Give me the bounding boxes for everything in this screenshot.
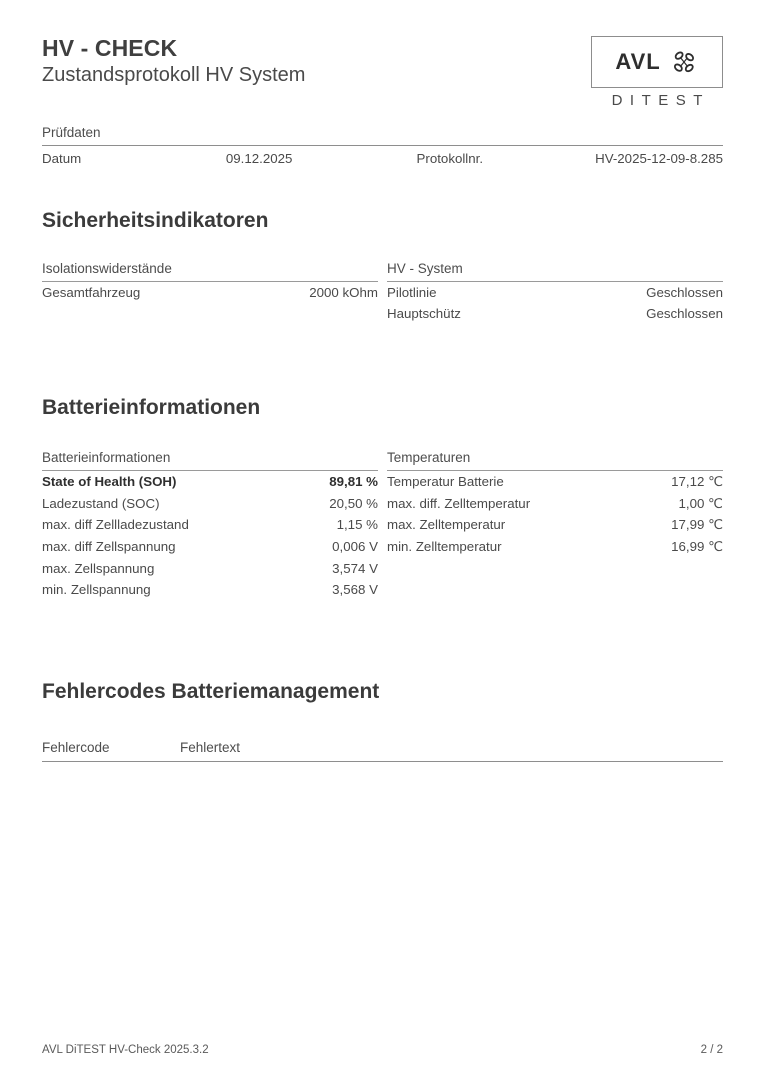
fehlercodes-table [42, 740, 723, 761]
logo-subtitle: DITEST [611, 92, 710, 109]
row-label: Gesamtfahrzeug [42, 284, 141, 300]
pruefdaten-table [42, 146, 723, 170]
battery-values-table [42, 471, 378, 601]
row-value: Geschlossen [646, 284, 723, 300]
logo-wordmark: AVL [615, 49, 661, 74]
table-header-row [42, 740, 723, 761]
protokollnr-value: HV-2025-12-09-8.285 [595, 151, 723, 166]
temperatures-label: Temperaturen [387, 450, 471, 466]
row-value: Geschlossen [646, 306, 723, 322]
isolationswiderstaende-block [42, 261, 378, 325]
temperatures-table-body [387, 471, 723, 557]
page-title: HV - CHECK [42, 35, 178, 61]
fehlercodes-block [42, 740, 723, 762]
datum-label: Datum [42, 151, 82, 166]
row-value: 20,50 % [329, 495, 378, 511]
row-label: Ladezustand (SOC) [42, 495, 160, 511]
battery-values-block [42, 450, 378, 601]
row-label: max. Zelltemperatur [387, 517, 506, 533]
fehlercodes-heading: Fehlercodes Batteriemanagement [42, 679, 380, 703]
row-value: 2000 kOhm [309, 284, 378, 300]
logo-box [591, 36, 723, 88]
table-row [387, 514, 723, 536]
fehlercodes-section [42, 679, 723, 762]
hv-system-table [387, 282, 723, 325]
protokollnr-label: Protokollnr. [416, 151, 484, 166]
table-row [42, 514, 378, 536]
fehlercodes-rule [42, 761, 723, 762]
row-label: max. diff Zellladezustand [42, 517, 189, 533]
page-footer [42, 1044, 723, 1056]
page-subtitle: Zustandsprotokoll HV System [42, 64, 306, 87]
table-row [42, 493, 378, 515]
footer-page-number: 2 / 2 [700, 1044, 723, 1056]
avl-ditest-logo [591, 36, 723, 110]
fehlercodes-table-head [42, 740, 723, 761]
table-row [387, 471, 723, 493]
row-value: 0,006 V [332, 539, 378, 555]
table-row [42, 579, 378, 601]
footer-product-version: AVL DiTEST HV-Check 2025.3.2 [42, 1044, 209, 1056]
row-label: State of Health (SOH) [42, 474, 177, 490]
table-row [42, 558, 378, 580]
isolationswiderstaende-label: Isolationswiderstände [42, 260, 172, 276]
row-label: max. diff. Zelltemperatur [387, 495, 531, 511]
table-row [387, 282, 723, 304]
pruefdaten-label: Prüfdaten [42, 125, 101, 140]
document-header [42, 0, 723, 112]
row-value: 1,00 ℃ [678, 495, 723, 511]
temperatures-block [387, 450, 723, 601]
sicherheitsindikatoren-columns [42, 261, 723, 325]
table-row [42, 282, 378, 304]
table-row [42, 536, 378, 558]
table-row [42, 146, 723, 170]
row-label: Hauptschütz [387, 306, 461, 322]
row-value: 1,15 % [336, 517, 378, 533]
hv-system-label: HV - System [387, 260, 463, 276]
battery-values-label: Batterieinformationen [42, 450, 171, 466]
table-row [387, 303, 723, 325]
row-value: 17,12 ℃ [671, 474, 723, 490]
row-value: 89,81 % [329, 474, 378, 490]
datum-value: 09.12.2025 [225, 151, 293, 166]
column-header-fehlercode: Fehlercode [42, 740, 110, 756]
temperatures-table [387, 471, 723, 557]
row-label: Pilotlinie [387, 284, 437, 300]
batterieinformationen-section [42, 395, 723, 601]
row-value: 16,99 ℃ [671, 539, 723, 555]
isolationswiderstaende-table-body [42, 282, 378, 304]
row-label: max. Zellspannung [42, 560, 155, 576]
table-row [387, 493, 723, 515]
row-label: min. Zellspannung [42, 582, 151, 598]
column-header-fehlertext: Fehlertext [180, 740, 241, 756]
batterieinformationen-columns [42, 450, 723, 601]
hv-system-table-body [387, 282, 723, 325]
row-value: 3,568 V [332, 582, 378, 598]
pruefdaten-table-body [42, 146, 723, 170]
sicherheitsindikatoren-section [42, 208, 723, 325]
sicherheitsindikatoren-heading: Sicherheitsindikatoren [42, 208, 269, 232]
row-label: Temperatur Batterie [387, 474, 504, 490]
row-value: 17,99 ℃ [671, 517, 723, 533]
batterieinformationen-heading: Batterieinformationen [42, 396, 261, 420]
hv-system-block [387, 261, 723, 325]
table-row [387, 536, 723, 558]
table-row [42, 471, 378, 493]
avl-pinwheel-icon [669, 47, 699, 77]
row-value: 3,574 V [332, 560, 378, 576]
pruefdaten-block [42, 125, 723, 170]
isolationswiderstaende-table [42, 282, 378, 304]
row-label: max. diff Zellspannung [42, 539, 176, 555]
battery-values-table-body [42, 471, 378, 601]
row-label: min. Zelltemperatur [387, 539, 502, 555]
